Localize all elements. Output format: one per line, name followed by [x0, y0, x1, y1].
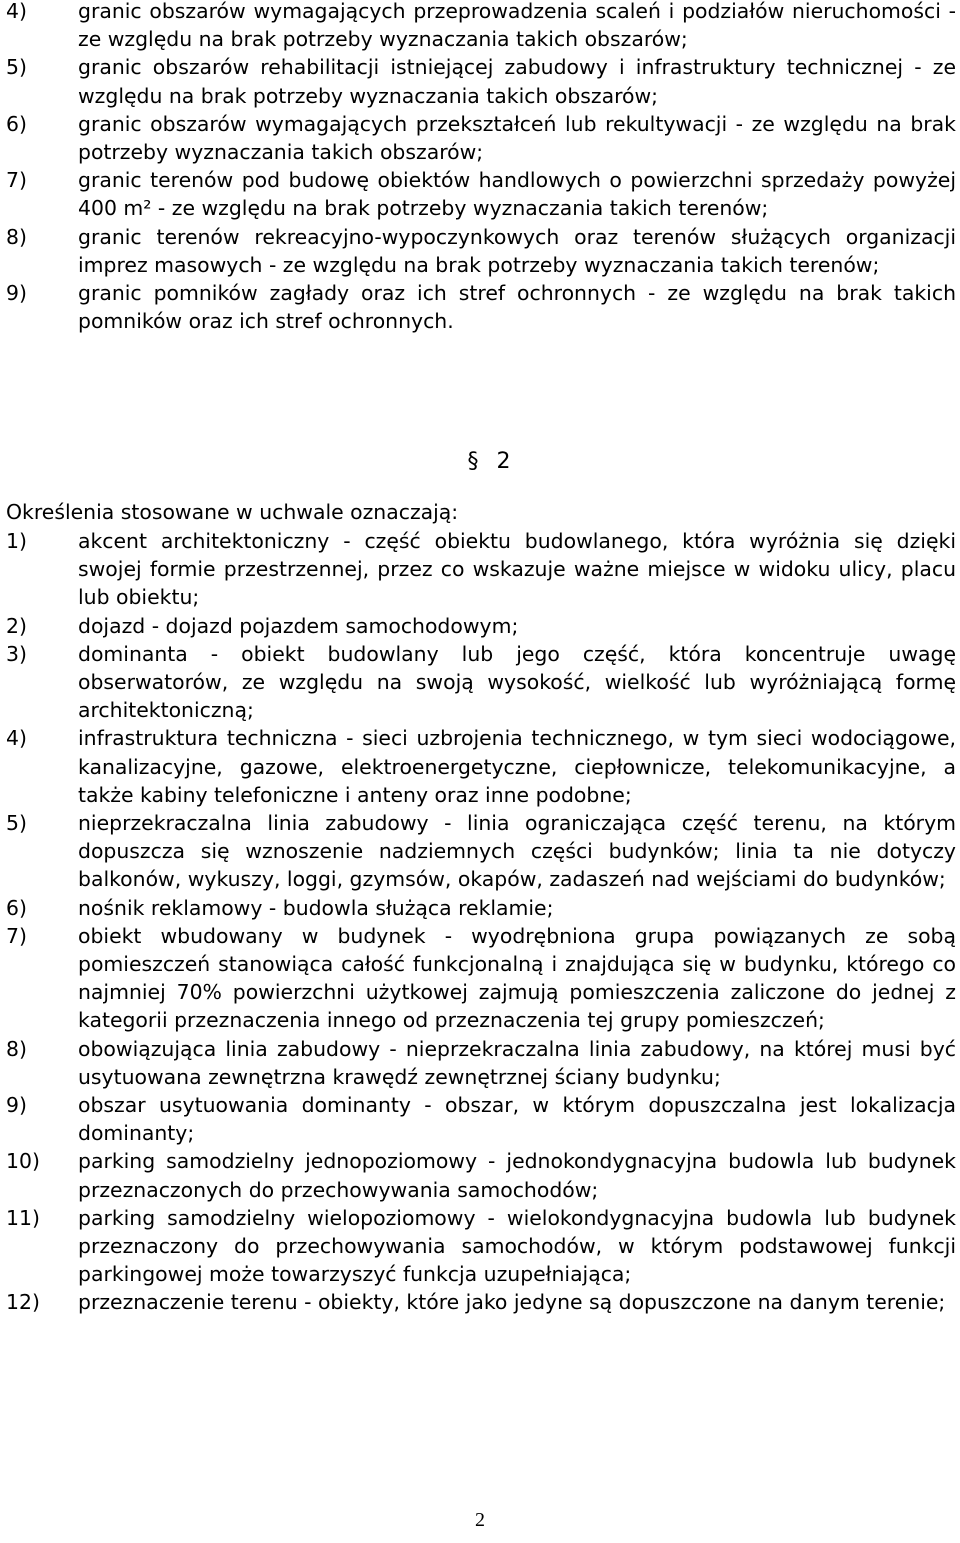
list-item: [0, 612, 956, 640]
item-number: 9): [6, 1093, 27, 1118]
list-item: [0, 166, 956, 222]
item-number: 9): [6, 281, 27, 306]
item-text: obszar usytuowania dominanty - obszar, w którym dopuszczalna jest lokalizacja dominanty;: [78, 1093, 956, 1146]
list-item: [0, 724, 956, 809]
item-text: granic obszarów wymagających przeprowadzenia scaleń i podziałów nieruchomości - ze względu na brak potrzeby wyznaczania takich obszarów;: [78, 0, 956, 52]
item-text: granic terenów rekreacyjno-wypoczynkowych oraz terenów służących organizacji imprez masowych - ze względu na brak potrzeby wyznaczania takich terenów;: [78, 224, 956, 277]
section-sign: §: [467, 449, 479, 474]
item-text: parking samodzielny jednopoziomowy - jednokondygnacyjna budowla lub budynek przeznaczonych do przechowywania samochodów;: [78, 1149, 956, 1202]
item-text: nośnik reklamowy - budowla służąca reklamie;: [78, 895, 554, 920]
item-number: 1): [6, 529, 27, 553]
item-text: parking samodzielny wielopoziomowy - wielokondygnacyjna budowla lub budynek przeznaczony do przechowywania samochodów, w którym podstawowej funkcji parkingowej może towarzyszyć funkcja uzupełniająca;: [78, 1205, 956, 1287]
item-number: 6): [6, 111, 27, 136]
item-text: nieprzekraczalna linia zabudowy - linia ograniczająca część terenu, na którym dopuszcza się wznoszenie nadziemnych części budynków; linia ta nie dotyczy balkonów, wykuszy, loggi, gzymsów, okapów, zadaszeń nad wejściami do budynków;: [78, 811, 956, 892]
item-text: dominanta - obiekt budowlany lub jego część, która koncentruje uwagę obserwatorów, ze względu na swoją wysokość, wielkość lub wyróżniającą formę architektoniczną;: [78, 641, 956, 723]
list-item: [0, 1204, 956, 1289]
list-item: [0, 53, 956, 109]
item-number: 7): [6, 168, 27, 193]
item-number: 4): [6, 726, 27, 751]
item-number: 11): [6, 1205, 40, 1230]
list-item: [0, 527, 956, 612]
item-number: 8): [6, 224, 27, 249]
item-text: przeznaczenie terenu - obiekty, które jako jedyne są dopuszczone na danym terenie;: [78, 1290, 946, 1315]
item-number: 5): [6, 811, 27, 836]
item-number: 8): [6, 1036, 27, 1061]
list-item: [0, 894, 956, 922]
item-number: 7): [6, 923, 27, 948]
item-number: 12): [6, 1290, 40, 1315]
item-number: 3): [6, 641, 27, 666]
item-text: granic obszarów rehabilitacji istniejącej zabudowy i infrastruktury technicznej - ze względu na brak potrzeby wyznaczania takich obszarów;: [78, 55, 956, 108]
list-item: [0, 1147, 956, 1203]
list-item: [0, 1035, 956, 1091]
item-text: obowiązująca linia zabudowy - nieprzekraczalna linia zabudowy, na której musi być usytuowana zewnętrzna krawędź zewnętrznej ściany budynku;: [78, 1036, 956, 1089]
item-text: granic terenów pod budowę obiektów handlowych o powierzchni sprzedaży powyżej 400 m² - ze względu na brak potrzeby wyznaczania takich terenów;: [78, 168, 956, 221]
list-item: [0, 110, 956, 166]
item-text: granic obszarów wymagających przekształceń lub rekultywacji - ze względu na brak potrzeby wyznaczania takich obszarów;: [78, 111, 956, 165]
list-item: [0, 640, 956, 725]
list-item: [0, 223, 956, 279]
list-item: [0, 809, 956, 894]
item-number: 4): [6, 0, 27, 23]
item-number: 2): [6, 613, 27, 638]
list-item: [0, 922, 956, 1035]
exclusions-list: [0, 0, 956, 335]
list-item: [0, 1288, 956, 1316]
item-text: obiekt wbudowany w budynek - wyodrębniona grupa powiązanych ze sobą pomieszczeń stanowiąca całość funkcjonalną i znajdująca się w budynku, którego co najmniej 70% powierzchni użytkowej zajmują pomieszczenia zaliczone do jednej z kategorii przeznaczenia innego od przeznaczenia tej grupy pomieszczeń;: [78, 923, 956, 1033]
section-heading: [0, 448, 960, 476]
definitions-list: [0, 527, 956, 1317]
item-text: dojazd - dojazd pojazdem samochodowym;: [78, 613, 519, 638]
item-text: akcent architektoniczny - część obiektu budowlanego, która wyróżnia się dzięki swojej formie przestrzennej, przez co wskazuje ważne miejsce w widoku ulicy, placu lub obiektu;: [78, 529, 956, 610]
list-item: [0, 1091, 956, 1147]
item-text: granic pomników zagłady oraz ich stref ochronnych - ze względu na brak takich pomników oraz ich stref ochronnych.: [78, 281, 956, 334]
list-item: [0, 0, 956, 53]
item-number: 6): [6, 895, 27, 920]
list-item: [0, 279, 956, 335]
page-number: 2: [475, 1509, 485, 1531]
item-text: infrastruktura techniczna - sieci uzbrojenia technicznego, w tym sieci wodociągowe, kanalizacyjne, gazowe, elektroenergetyczne, ciepłownicze, telekomunikacyjne, a także kabiny telefoniczne i anteny oraz inne podobne;: [78, 726, 956, 807]
item-number: 10): [6, 1149, 40, 1174]
item-number: 5): [6, 55, 27, 80]
section-number: 2: [496, 449, 511, 474]
definitions-intro: Określenia stosowane w uchwale oznaczają:: [6, 500, 459, 524]
